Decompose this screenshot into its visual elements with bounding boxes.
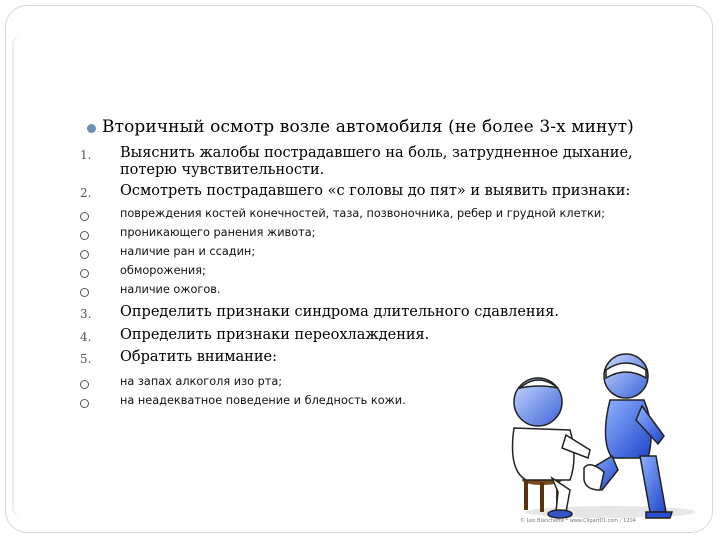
circle-bullet-icon	[80, 380, 89, 389]
item-text: Определить признаки синдрома длительного сдавления.	[120, 304, 559, 320]
item-text: Определить признаки переохлаждения.	[120, 327, 430, 343]
circle-bullet-icon	[80, 288, 89, 297]
sub-item-text: на неадекватное поведение и бледность кожи.	[120, 394, 406, 407]
circle-bullet-icon	[80, 269, 89, 278]
circle-bullet-icon	[80, 231, 89, 240]
item-text: Обратить внимание:	[120, 349, 277, 365]
heading-text: Вторичный осмотр возле автомобиля (не более 3-х минут)	[102, 117, 634, 137]
patient-figure	[584, 354, 672, 518]
sub-item-text: проникающего ранения живота;	[120, 226, 316, 239]
item-number: 4.	[80, 330, 92, 344]
sub-item-text: повреждения костей конечностей, таза, позвоночника, ребер и грудной клетки;	[120, 207, 606, 220]
circle-bullet-icon	[80, 212, 89, 221]
bullet-dot-icon	[87, 124, 96, 133]
sub-item-text: обморожения;	[120, 264, 206, 277]
sub-item-text: на запах алкоголя изо рта;	[120, 375, 283, 388]
sub-item-text: наличие ожогов.	[120, 283, 221, 296]
image-credit: © Leo Blanchette * www.Clipart01.com / 1204	[520, 518, 636, 524]
item-number: 2.	[80, 186, 92, 200]
frame-shadow	[12, 36, 30, 516]
item-text: Осмотреть пострадавшего «с головы до пят» и выявить признаки:	[120, 183, 631, 199]
circle-bullet-icon	[80, 250, 89, 259]
circle-bullet-icon	[80, 399, 89, 408]
item-number: 3.	[80, 307, 92, 321]
item-number: 5.	[80, 352, 92, 366]
medic-illustration	[500, 340, 700, 520]
item-text: Выяснить жалобы пострадавшего на боль, затрудненное дыхание,	[120, 145, 633, 161]
item-text: потерю чувствительности.	[120, 162, 325, 178]
sub-item-text: наличие ран и ссадин;	[120, 245, 256, 258]
item-number: 1.	[80, 148, 92, 162]
